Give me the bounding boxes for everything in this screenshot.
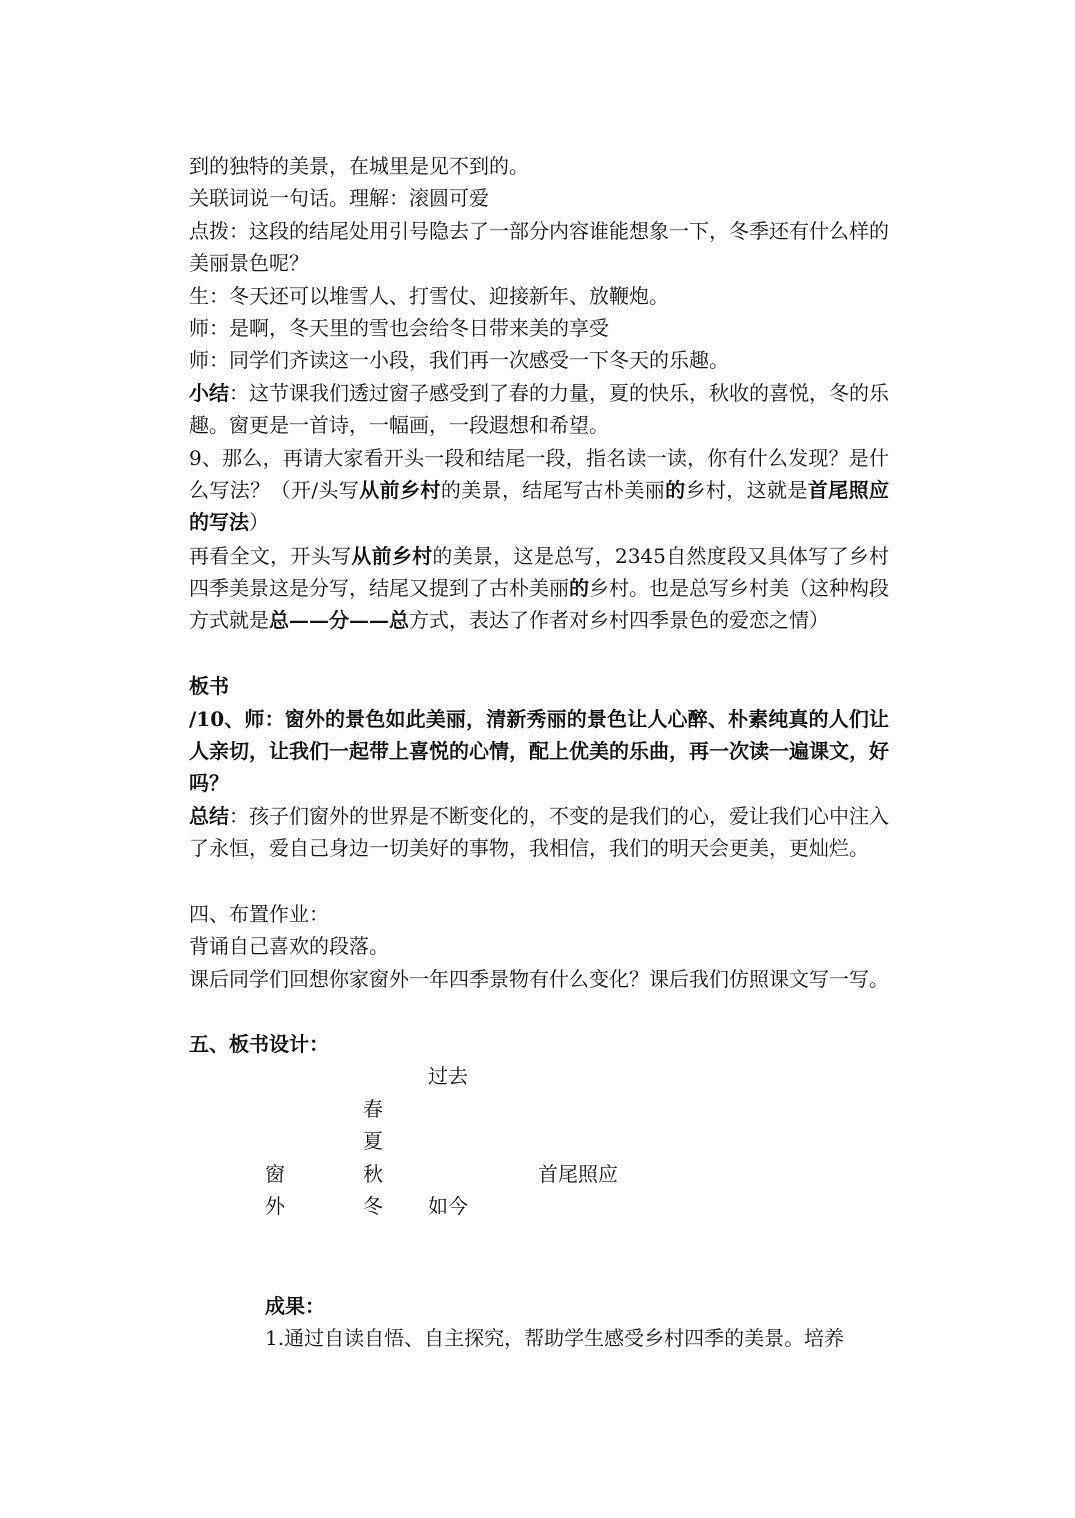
- board-winter: 冬: [363, 1194, 383, 1218]
- section-heading: 板书: [189, 674, 229, 698]
- board-window-1: 窗: [265, 1162, 285, 1186]
- conclusion-label: 总结: [189, 804, 229, 828]
- paragraph: 背诵自己喜欢的段落。: [189, 934, 389, 958]
- paragraph: 生：冬天还可以堆雪人、打雪仗、迎接新年、放鞭炮。: [189, 284, 669, 308]
- results-item: 1.通过自读自悟、自主探究，帮助学生感受乡村四季的美景。培养: [265, 1326, 845, 1350]
- board-echo: 首尾照应: [538, 1162, 618, 1186]
- summary-label: 小结: [189, 381, 229, 405]
- structure-paragraph: 再看全文，开头写从前乡村的美景，这是总写，2345自然度段又具体写了乡村四季美景这是分写，结尾又提到了古朴美丽的乡村。也是总写乡村美（这种构段方式就是总——分——总方式，表达了作者对乡村四季景色的爱恋之情）: [189, 544, 890, 632]
- summary-paragraph: 小结：这节课我们透过窗子感受到了春的力量，夏的快乐，秋收的喜悦，冬的乐趣。窗更是一首诗，一幅画，一段遐想和希望。: [189, 381, 889, 437]
- board-summer: 夏: [363, 1129, 383, 1153]
- paragraph: 课后同学们回想你家窗外一年四季景物有什么变化？课后我们仿照课文写一写。: [189, 967, 889, 991]
- paragraph: 四、布置作业：: [189, 902, 329, 926]
- paragraph: 点拨：这段的结尾处用引号隐去了一部分内容谁能想象一下，冬季还有什么样的美丽景色呢？: [189, 219, 889, 275]
- paragraph: 师：同学们齐读这一小段，我们再一次感受一下冬天的乐趣。: [189, 348, 729, 372]
- conclusion-paragraph: 总结：孩子们窗外的世界是不断变化的，不变的是我们的心，爱让我们心中注入了永恒，爱自己身边一切美好的事物，我相信，我们的明天会更美，更灿烂。: [189, 804, 889, 860]
- board-window-2: 外: [265, 1194, 285, 1218]
- board-past: 过去: [428, 1064, 468, 1088]
- board-now: 如今: [428, 1194, 468, 1218]
- paragraph: 师：是啊，冬天里的雪也会给冬日带来美的享受: [189, 316, 609, 340]
- board-autumn: 秋: [363, 1162, 383, 1186]
- board-spring: 春: [363, 1097, 383, 1121]
- question-paragraph: 9、那么，再请大家看开头一段和结尾一段，指名读一读，你有什么发现？是什么写法？（开/头写从前乡村的美景，结尾写古朴美丽的乡村，这就是首尾照应的写法）: [189, 446, 890, 534]
- teacher-paragraph: /10、师：窗外的景色如此美丽，清新秀丽的景色让人心醉、朴素纯真的人们让人亲切，让我们一起带上喜悦的心情，配上优美的乐曲，再一次读一遍课文，好吗？: [189, 707, 889, 795]
- results-heading: 成果：: [265, 1294, 325, 1318]
- paragraph: 关联词说一句话。理解：滚圆可爱: [189, 186, 489, 210]
- section-heading: 五、板书设计：: [189, 1032, 329, 1056]
- paragraph: 到的独特的美景，在城里是见不到的。: [189, 154, 529, 178]
